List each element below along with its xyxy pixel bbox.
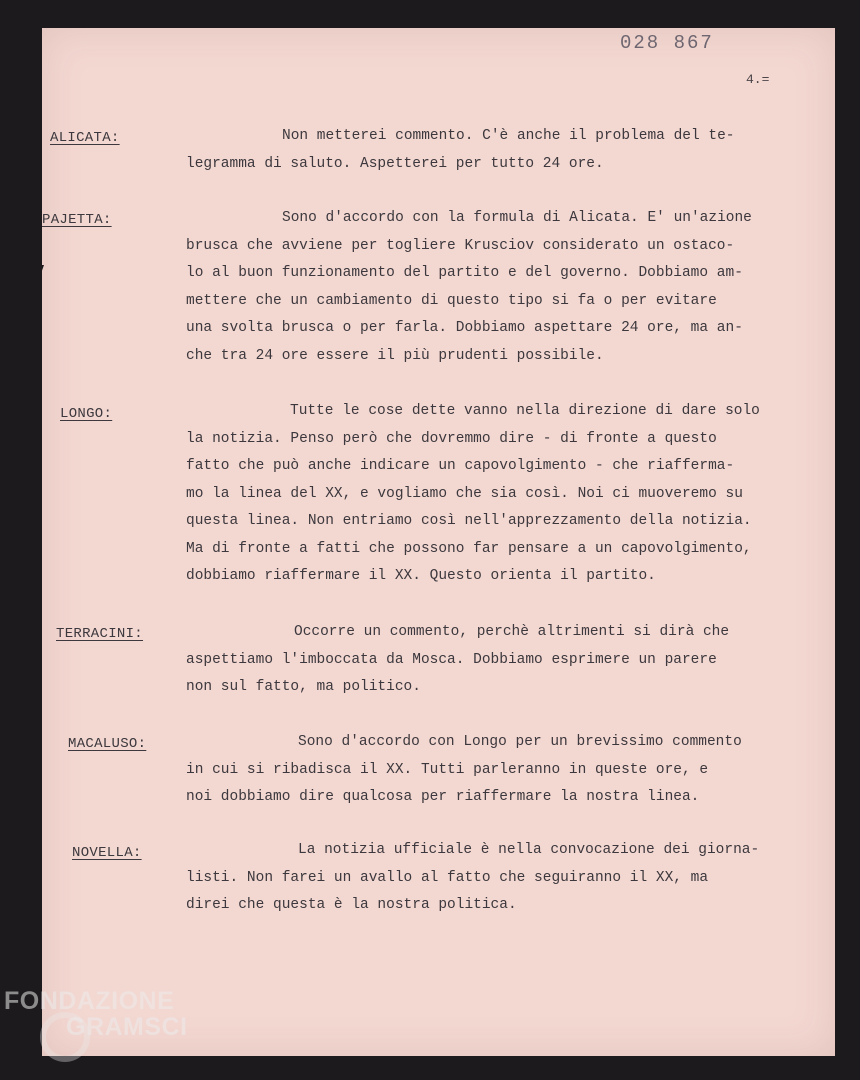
watermark-line1: FONDAZIONE [4, 987, 175, 1015]
entry-line: brusca che avviene per togliere Krusciov considerato un ostaco- [186, 237, 735, 254]
entry-line: che tra 24 ore essere il più prudenti possibile. [186, 347, 604, 364]
entry-line: lo al buon funzionamento del partito e del governo. Dobbiamo am- [186, 265, 743, 281]
entry-line: noi dobbiamo dire qualcosa per riaffermare la nostra linea. [186, 789, 700, 805]
entry-line: listi. Non farei un avallo al fatto che seguiranno il XX, ma [186, 869, 709, 886]
entry-novella [186, 837, 816, 920]
entry-line: mo la linea del XX, e vogliamo che sia così. Noi ci muoveremo su [186, 485, 743, 502]
entry-line: La notizia ufficiale è nella convocazione dei giorna- [298, 842, 760, 858]
entry-line: non sul fatto, ma politico. [186, 679, 421, 695]
speaker-longo: LONGO: [60, 406, 113, 422]
entry-line: dobbiamo riaffermare il XX. Questo orienta il partito. [186, 568, 656, 584]
speaker-pajetta: PAJETTA: [42, 212, 112, 228]
entry-line: Sono d'accordo con Longo per un brevissimo commento [298, 734, 742, 750]
entry-pajetta [186, 205, 816, 370]
entry-line: direi che questa è la nostra politica. [186, 897, 517, 913]
entry-alicata [186, 123, 816, 178]
entry-line: questa linea. Non entriamo così nell'apprezzamento della notizia. [186, 513, 752, 529]
watermark-logo [4, 988, 188, 1040]
speaker-novella: NOVELLA: [72, 845, 142, 861]
speaker-terracini: TERRACINI: [56, 626, 144, 642]
watermark-line2: GRAMSCI [66, 1013, 188, 1041]
entry-line: una svolta brusca o per farla. Dobbiamo aspettare 24 ore, ma an- [186, 320, 743, 336]
entry-line: in cui si ribadisca il XX. Tutti parleranno in queste ore, e [186, 761, 709, 778]
archive-number: 028 867 [620, 32, 714, 54]
speaker-macaluso: MACALUSO: [68, 736, 147, 752]
entry-line: Sono d'accordo con la formula di Alicata. E' un'azione [282, 210, 752, 226]
entry-line: fatto che può anche indicare un capovolgimento - che riafferma- [186, 458, 735, 474]
entry-line: aspettiamo l'imboccata da Mosca. Dobbiamo esprimere un parere [186, 651, 717, 668]
entry-line: mettere che un cambiamento di questo tipo si fa o per evitare [186, 292, 717, 309]
entry-longo [186, 398, 816, 591]
entry-line: Tutte le cose dette vanno nella direzione di dare solo [290, 403, 760, 419]
entry-line: Ma di fronte a fatti che possono far pensare a un capovolgimento, [186, 540, 752, 557]
entry-line: legramma di saluto. Aspetterei per tutto 24 ore. [186, 155, 604, 172]
torn-edge [14, 265, 44, 315]
speaker-alicata: ALICATA: [50, 130, 120, 146]
page-number: 4.= [746, 72, 770, 87]
entry-line: Non metterei commento. C'è anche il problema del te- [282, 128, 735, 144]
entry-line: Occorre un commento, perchè altrimenti si dirà che [294, 624, 730, 640]
entry-line: la notizia. Penso però che dovremmo dire - di fronte a questo [186, 430, 717, 447]
entry-terracini [186, 619, 816, 702]
entry-macaluso [186, 729, 816, 812]
